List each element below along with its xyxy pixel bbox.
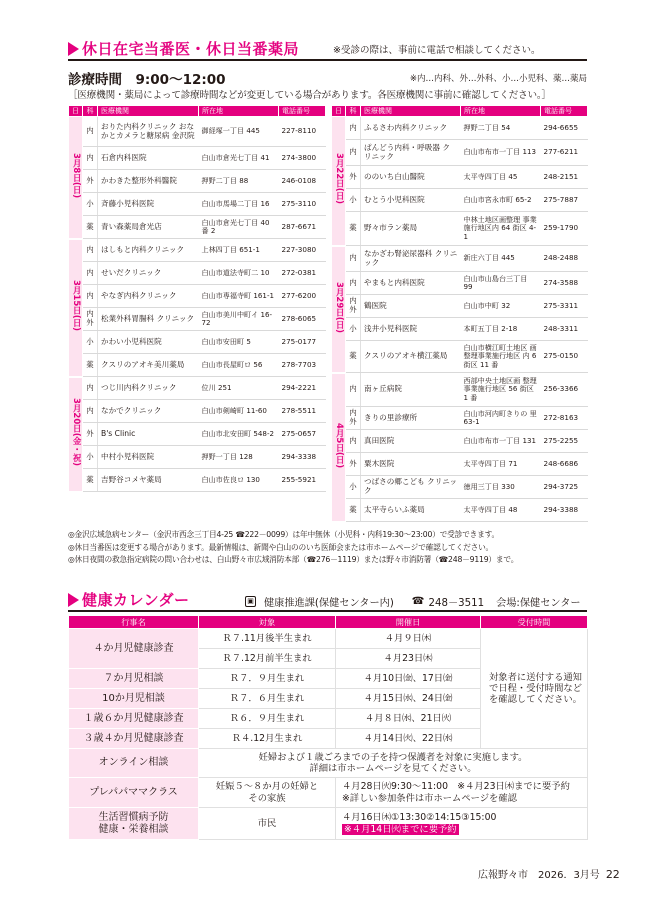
triangle-icon [68,42,79,56]
clinic-name: おりた内科クリニック おなかとカメラと糖尿病 金沢院 [98,117,199,147]
table-row [69,193,326,216]
clinic-phone: 277-6200 [279,285,326,308]
header-date: 日 [332,106,346,117]
table-row [332,373,588,407]
event-target: Ｒ７.11月後半生まれ [199,629,336,649]
event-name [69,808,199,840]
clinic-phone: 248-2488 [541,246,588,272]
clinic-name: かわきた整形外科醫院 [98,170,199,193]
event-target: Ｒ７．６月生まれ [199,689,336,709]
clinic-phone: 272-8163 [541,407,588,430]
duty-date-label: 4月5日(日) [334,422,345,468]
reservation-deadline [342,824,587,835]
clinic-dept: 外 [346,166,361,189]
table-row [69,629,588,649]
clinic-name: つばさの郷こども クリニック [361,476,461,499]
table-row [69,308,326,331]
clinic-address: 西部中央土地区画 整理事業施行地区 56 街区 1 番 [461,373,541,407]
clinic-dept: 小 [83,193,98,216]
notice-text: ［医療機関・薬局によって診療時間などが変更している場合があります。各医療機関に事前に確認してください。］ [68,90,551,101]
clinic-phone: 248-2151 [541,166,588,189]
clinic-address: 白山市馬場二丁目 16 [199,193,279,216]
clinic-dept: 外 [346,453,361,476]
table-row [332,341,588,373]
section-header-health [68,589,190,610]
date-text: ４月28日㈫9:30～11:00 ※４月23日㈭までに要予約 [342,781,570,793]
clinic-name: なかざわ腎泌尿器科 クリニック [361,246,461,272]
clinic-name: かわい小児科医院 [98,331,199,354]
header-target: 対象 [199,616,336,629]
clinic-dept: 内 [83,377,98,400]
header-event: 行事名 [69,616,199,629]
clinic-name: ののいち白山醫院 [361,166,461,189]
clinic-address: 白山市山島台三丁目 99 [461,272,541,295]
clinic-dept: 内 [83,285,98,308]
section-title: 健康カレンダー [82,591,190,609]
table-row [69,377,326,400]
table-row [69,170,326,193]
clinic-name: やまもと内科医院 [361,272,461,295]
clinic-dept: 薬 [83,469,98,492]
clinic-phone: 274-3588 [541,272,588,295]
clinic-dept: 内 [83,400,98,423]
divider [68,610,587,612]
table-row [69,285,326,308]
page-number: 22 [605,868,620,881]
table-row [69,331,326,354]
table-row [332,189,588,212]
table-row [69,147,326,170]
online-text: 詳細は市ホームページを見てください。 [309,763,477,774]
table-row [332,476,588,499]
clinic-address: 本町五丁目 2-18 [461,318,541,341]
table-row [332,499,588,522]
table-row [69,808,588,840]
hours-title: 診療時間 9:00～12:00 [68,72,226,88]
event-target [199,778,336,808]
event-name: ４か月児健康診査 [69,629,199,669]
online-text: 妊婦および１歳ごろまでの子を持つ保護者を対象に実施します。 [258,751,528,763]
duty-date-label: 3月8日(日) [71,152,82,198]
clinic-name: 斉藤小児科医院 [98,193,199,216]
clinic-dept: 外 [83,170,98,193]
clinic-phone: 275-2255 [541,430,588,453]
clinic-dept: 内 [346,430,361,453]
event-date [336,808,588,840]
clinic-phone: 278-6065 [279,308,326,331]
clinic-phone: 256-3366 [541,373,588,407]
clinic-address: 白山市宮永市町 65-2 [461,189,541,212]
event-name: 10か月児相談 [69,689,199,709]
table-row [69,469,326,492]
table-row [332,318,588,341]
clinic-name: クスリのアオキ美川薬局 [98,354,199,377]
header-dept: 科 [346,106,361,117]
clinic-phone: 287-6671 [279,216,326,239]
clinic-address: 白山市布市一丁目 113 [461,140,541,166]
contact-dept: 健康推進課(保健センター内) [264,598,394,609]
clinic-address: 白山市中町 32 [461,295,541,318]
clinic-phone: 294-3338 [279,446,326,469]
clinic-name: むとう小児科医院 [361,189,461,212]
clinic-name: 石倉内科医院 [98,147,199,170]
clinic-name: ふるさわ内科クリニック [361,117,461,140]
clinic-phone: 255-5921 [279,469,326,492]
clinic-address: 太平寺四丁目 71 [461,453,541,476]
duty-date [332,117,346,246]
clinic-phone: 227-3080 [279,239,326,262]
section-note: ※受診の際は、事前に電話で相談してください。 [333,45,541,56]
clinic-address: 白山市剣崎町 11-60 [199,400,279,423]
clinic-name: ぱんどう内科・呼吸器 クリニック [361,140,461,166]
clinic-dept: 小 [83,446,98,469]
clinic-name: やなぎ内科クリニック [98,285,199,308]
event-name-line: 健康・栄養相談 [98,823,169,835]
clinic-name: 真田医院 [361,430,461,453]
duty-date [332,373,346,522]
clinic-phone: 227-8110 [279,117,326,147]
table-row [332,295,588,318]
publication-name: 広報野々市 2026．3月号 [478,870,600,881]
duty-date [69,377,83,492]
clinic-phone: 277-6211 [541,140,588,166]
event-date: ４月８日㈬、21日㈫ [336,709,481,729]
clinic-dept: 外 [83,423,98,446]
clinic-name: つじ川内科クリニック [98,377,199,400]
clinic-name: きりの里診療所 [361,407,461,430]
clinic-name: B's Clinic [98,423,199,446]
clinic-phone: 278-5511 [279,400,326,423]
target-text: その家族 [248,792,286,804]
table-header-row [69,106,326,117]
clinic-dept: 内外 [346,407,361,430]
clinic-address: 白山市倉光七丁目 41 [199,147,279,170]
event-target: Ｒ７．９月生まれ [199,669,336,689]
triangle-icon [68,593,79,607]
event-name: プレパパママクラス [69,778,199,808]
clinic-name: 吉野谷コメヤ薬局 [98,469,199,492]
clinic-phone: 278-7703 [279,354,326,377]
clinic-dept: 内 [346,117,361,140]
duty-table-left [68,105,326,493]
contact-info [245,594,581,609]
table-row [69,423,326,446]
clinic-dept: 小 [346,476,361,499]
clinic-dept: 内 [83,262,98,285]
table-row [332,212,588,246]
clinic-name: クスリのアオキ横江薬局 [361,341,461,373]
building-icon: ▣ [245,596,256,607]
clinic-address: 太平寺四丁目 45 [461,166,541,189]
clinic-dept: 内 [83,239,98,262]
clinic-name: せいだクリニック [98,262,199,285]
table-row [69,262,326,285]
clinic-phone: 275-0657 [279,423,326,446]
contact-tel: 248－3511 [428,598,485,609]
table-header-row [332,106,588,117]
footnote: ◎金沢広域急病センター（金沢市西念三丁目4-25 ☎222－0099）は年中無休（小児科・内科19:30～23:00）で受診できます。 [68,530,499,539]
table-header-row [69,616,588,629]
section-title: 休日在宅当番医・休日当番薬局 [82,40,300,58]
table-row [69,239,326,262]
clinic-phone: 248-3311 [541,318,588,341]
clinic-name: 野々市ラン薬局 [361,212,461,246]
clinic-address: 白山市道法寺町二 10 [199,262,279,285]
duty-date-label: 3月29日(日) [334,281,345,333]
table-row [332,407,588,430]
clinic-address: 押野二丁目 88 [199,170,279,193]
clinic-name: なかでクリニック [98,400,199,423]
clinic-address: 押野一丁目 128 [199,446,279,469]
clinic-phone: 294-3388 [541,499,588,522]
clinic-address: 白山市佐良ロ 130 [199,469,279,492]
clinic-phone: 275-3311 [541,295,588,318]
date-text: ※詳しい参加条件は市ホームページを確認 [342,792,517,804]
clinic-phone: 246-0108 [279,170,326,193]
clinic-name: 鶴医院 [361,295,461,318]
clinic-phone: 275-0177 [279,331,326,354]
table-row [332,246,588,272]
clinic-dept: 薬 [83,216,98,239]
event-target: 市民 [199,808,336,840]
clinic-dept: 内 [83,147,98,170]
header-dept: 科 [83,106,98,117]
duty-date [69,117,83,239]
clinic-phone: 294-6655 [541,117,588,140]
event-date: ４月10日㈮、17日㈮ [336,669,481,689]
clinic-dept: 内 [346,272,361,295]
clinic-phone: 294-2221 [279,377,326,400]
table-row [69,117,326,147]
header-tel: 電話番号 [541,106,588,117]
clinic-dept: 内 [83,117,98,147]
clinic-dept: 内外 [346,295,361,318]
duty-date-label: 3月15日(日) [71,280,82,332]
clinic-phone: 275-0150 [541,341,588,373]
table-row [332,272,588,295]
clinic-dept: 薬 [346,212,361,246]
clinic-address: 白山市長屋町ロ 56 [199,354,279,377]
header-addr: 所在地 [461,106,541,117]
clinic-address: 位川 251 [199,377,279,400]
clinic-dept: 薬 [346,499,361,522]
clinic-address: 御経塚一丁目 445 [199,117,279,147]
footnote: ◎休日夜間の救急指定病院の問い合わせは、白山野々市広域消防本部（☎276－1119）または野々市消防署（☎248－9119）まで。 [68,555,519,564]
clinic-name: 南ヶ丘病院 [361,373,461,407]
header-tel: 電話番号 [279,106,326,117]
clinic-phone: 275-7887 [541,189,588,212]
event-date: ４月14日㈫、22日㈬ [336,729,481,749]
health-calendar-table [68,615,588,840]
clinic-name: 中村小児科医院 [98,446,199,469]
clinic-dept: 内 [346,373,361,407]
clinic-phone: 274-3800 [279,147,326,170]
duty-date [332,246,346,373]
clinic-dept: 薬 [346,341,361,373]
clinic-dept: 小 [83,331,98,354]
table-row [69,749,588,778]
clinic-address: 白山市布市一丁目 131 [461,430,541,453]
table-row [69,400,326,423]
table-row [69,354,326,377]
table-row [69,778,588,808]
clinic-phone: 294-3725 [541,476,588,499]
online-description [199,749,588,778]
clinic-address: 白山市専福寺町 161-1 [199,285,279,308]
table-row [332,166,588,189]
clinic-phone: 248-6686 [541,453,588,476]
event-date: ４月９日㈭ [336,629,481,649]
clinic-dept: 薬 [83,354,98,377]
clinic-dept: 内 [346,140,361,166]
table-row [332,140,588,166]
clinic-dept: 小 [346,189,361,212]
section-header-holiday [68,38,299,59]
header-date: 日 [69,106,83,117]
header-reception: 受付時間 [481,616,588,629]
duty-date-label: 3月22日(日) [334,153,345,205]
event-name-line: 生活習慣病予防 [98,811,169,823]
target-text: 妊娠５～８か月の妊婦と [215,781,319,793]
header-name: 医療機関 [98,106,199,117]
venue: 会場:保健センター [496,598,581,609]
table-row [332,430,588,453]
duty-date-label: 3月20日(金・祝) [71,398,82,467]
header-addr: 所在地 [199,106,279,117]
clinic-phone: 259-1790 [541,212,588,246]
clinic-name: 青い森薬局倉光店 [98,216,199,239]
clinic-name: 松業外科胃腸科 クリニック [98,308,199,331]
phone-icon: ☎ [411,596,425,607]
clinic-address: 押野二丁目 54 [461,117,541,140]
table-row [332,453,588,476]
divider [68,59,587,61]
clinic-name: はしもと内科クリニック [98,239,199,262]
clinic-name: 太平寺らいふ薬局 [361,499,461,522]
clinic-address: 上林四丁目 651-1 [199,239,279,262]
event-date [336,778,588,808]
header-name: 医療機関 [361,106,461,117]
clinic-name: 粟木医院 [361,453,461,476]
highlight-text: ※４月14日㈫までに要予約 [344,823,457,835]
clinic-name: 浅井小児科医院 [361,318,461,341]
clinic-address: 白山市北安田町 548-2 [199,423,279,446]
clinic-address: 白山市美川中町イ 16-72 [199,308,279,331]
clinic-address: 白山市倉光七丁目 40 番 2 [199,216,279,239]
event-target: Ｒ４.12月生まれ [199,729,336,749]
header-date: 開催日 [336,616,481,629]
event-name: １歳６か月児健康診査 [69,709,199,729]
reception-note: 対象者に送付する通知で日程・受付時間などを確認してください。 [481,629,588,749]
event-name: ３歳４か月児健康診査 [69,729,199,749]
clinic-phone: 275-3110 [279,193,326,216]
clinic-address: 新庄六丁目 445 [461,246,541,272]
page-footer [478,866,620,881]
clinic-address: 徳用三丁目 330 [461,476,541,499]
event-name: ７か月児相談 [69,669,199,689]
clinic-address: 白山市安田町 5 [199,331,279,354]
date-text: ４月16日㈭①13:30②14:15③15:00 [342,812,497,824]
clinic-address: 太平寺四丁目 48 [461,499,541,522]
event-target: Ｒ６．９月生まれ [199,709,336,729]
duty-date [69,239,83,377]
duty-table-right [331,105,588,523]
clinic-phone: 272-0381 [279,262,326,285]
clinic-address: 中林土地区画整理 事業施行地区内 64 街区 4-1 [461,212,541,246]
clinic-dept: 内外 [83,308,98,331]
footnote: ◎休日当番医は変更する場合があります。最新情報は、新聞や白山ののいち医師会または市ホームページで確認してください。 [68,542,494,552]
clinic-dept: 内 [346,246,361,272]
clinic-address: 白山市河内町きりの 里 63-1 [461,407,541,430]
clinic-dept: 小 [346,318,361,341]
event-date: ４月15日㈬、24日㈮ [336,689,481,709]
dept-legend: ※内…内科、外…外科、小…小児科、薬…薬局 [409,74,587,84]
event-name: オンライン相談 [69,749,199,778]
event-date: ４月23日㈭ [336,649,481,669]
event-target: Ｒ７.12月前半生まれ [199,649,336,669]
footnotes [68,529,518,567]
table-row [332,117,588,140]
clinic-address: 白山市横江町土地区 画整理事業施行地区 内 6 街区 11 番 [461,341,541,373]
table-row [69,446,326,469]
table-row [69,216,326,239]
